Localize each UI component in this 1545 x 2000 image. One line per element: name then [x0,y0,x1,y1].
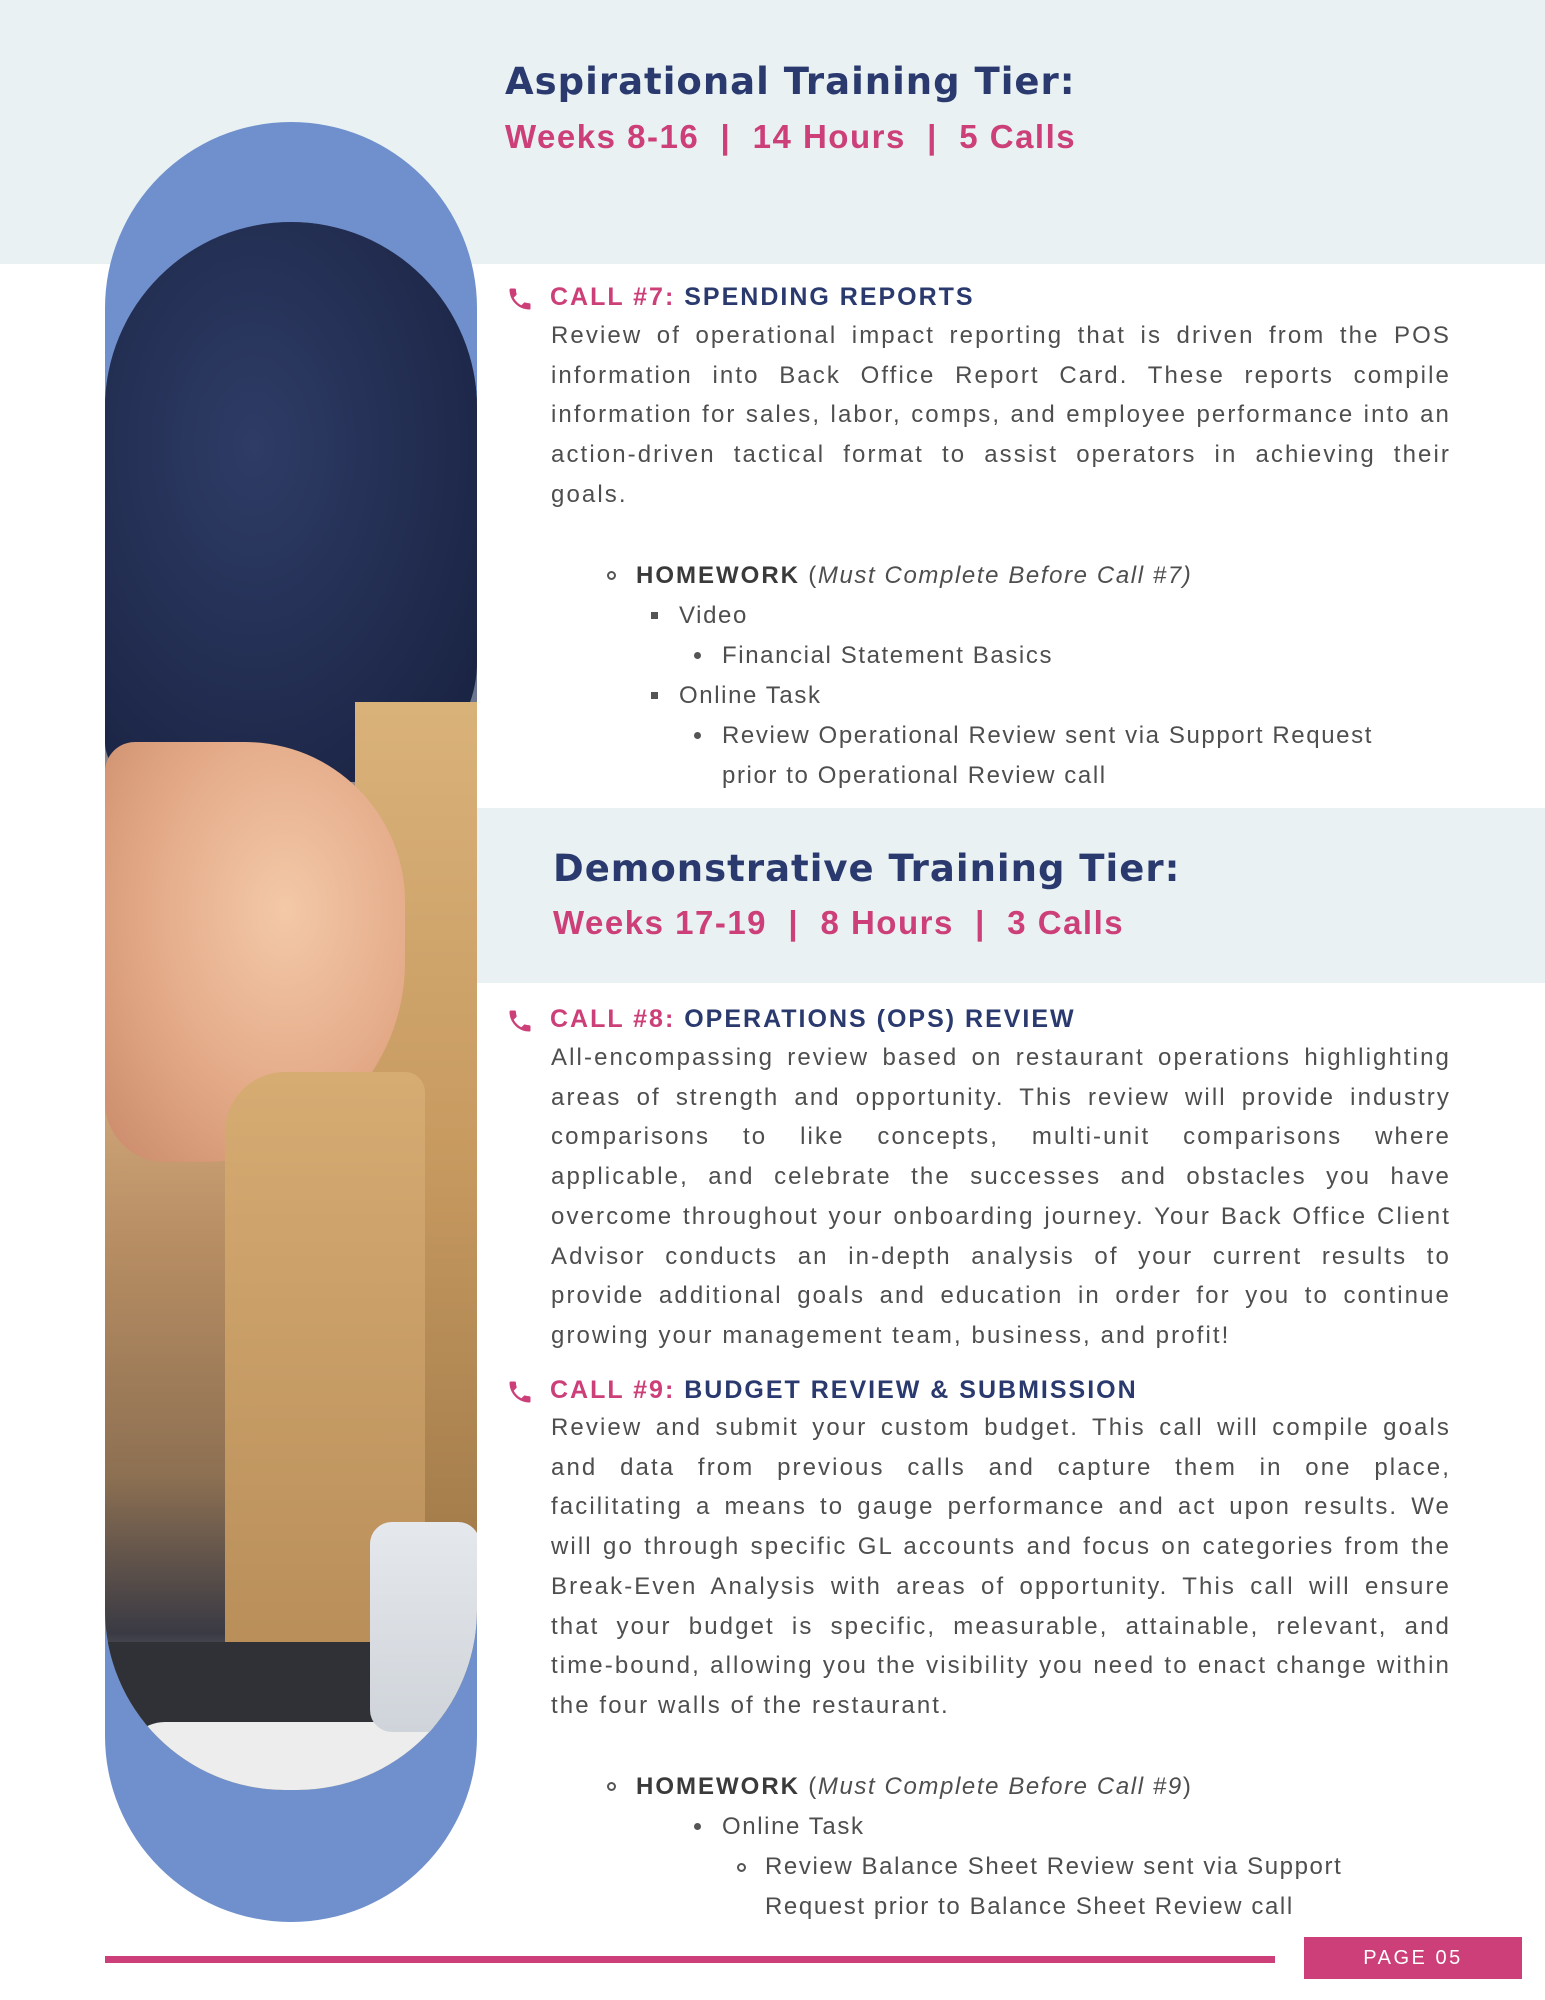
call-7-number: CALL #7: [550,283,676,311]
call-9-title: BUDGET REVIEW & SUBMISSION [684,1376,1138,1404]
call-9-number: CALL #9: [550,1376,676,1404]
paper [125,1722,455,1790]
homework-9-note: Must Complete Before Call #9 [817,1773,1183,1800]
bullet-dot [694,652,701,659]
call-8-number: CALL #8: [550,1005,676,1033]
page-number-badge: PAGE 05 [1304,1937,1522,1979]
bullet-square [651,612,658,619]
homework-9-task-detail-cont: Request prior to Balance Sheet Review call [765,1893,1294,1920]
phone-icon [506,1007,534,1035]
aspirational-tier-subtitle: Weeks 8-16 | 14 Hours | 5 Calls [505,118,1077,155]
bullet-circle [607,571,616,580]
demonstrative-tier-title: Demonstrative Training Tier: [553,847,1181,890]
homework-7-label: HOMEWORK [636,562,800,589]
homework-9-close: ) [1182,1773,1193,1800]
homework-9-label: HOMEWORK [636,1773,800,1800]
homework-9-task-detail: Review Balance Sheet Review sent via Support [765,1853,1343,1880]
homework-9-item [636,1767,1192,1807]
call-8-title: OPERATIONS (OPS) REVIEW [684,1005,1076,1033]
demonstrative-band [470,808,1545,983]
aspirational-tier-title: Aspirational Training Tier: [505,60,1076,103]
homework-7-note: Must Complete Before Call #7) [817,562,1193,589]
phone [370,1522,477,1732]
homework-9-open: ( [808,1773,818,1800]
call-8-description: All-encompassing review based on restaurant operations highlighting areas of strength and opportunity. This review will provide industry comparisons to like concepts, multi-unit comparisons where applicable, and celebrate the successes and obstacles you have overcome throughout your onboarding journey. Your Back Office Client Advisor conducts an in-depth analysis of your current results to provide additional goals and education in order for you to continue growing your management team, business, and profit! [551,1044,1451,1349]
bullet-circle [607,1782,616,1791]
phone-icon [506,285,534,313]
homework-9-online-task: Online Task [722,1813,865,1840]
phone-icon [506,1378,534,1406]
footer-rule [105,1956,1275,1963]
bullet-square [651,692,658,699]
homework-7-online-task: Online Task [679,682,822,709]
bullet-circle [737,1863,746,1872]
homework-7-open: ( [808,562,818,589]
bullet-dot [694,1823,701,1830]
homework-7-task-detail-cont: prior to Operational Review call [722,762,1107,789]
woman-with-phone-photo [105,222,477,1790]
homework-7-video-detail: Financial Statement Basics [722,642,1054,669]
homework-7-task-detail: Review Operational Review sent via Support Request [722,722,1373,749]
homework-7-video: Video [679,602,748,629]
call-7-description: Review of operational impact reporting that is driven from the POS information into Back Office Report Card. These reports compile information for sales, labor, comps, and employee performance into an action-driven tactical format to assist operators in achieving their goals. [551,322,1451,508]
call-7-title: SPENDING REPORTS [684,283,975,311]
beanie [105,222,477,782]
demonstrative-tier-subtitle: Weeks 17-19 | 8 Hours | 3 Calls [553,904,1125,941]
homework-7-item [636,556,1192,596]
bullet-dot [694,732,701,739]
call-9-description: Review and submit your custom budget. This call will compile goals and data from previous calls and capture them in one place, facilitating a means to gauge performance and act upon results. We will go through specific GL accounts and focus on categories from the Break-Even Analysis with areas of opportunity. This call will ensure that your budget is specific, measurable, attainable, relevant, and time-bound, allowing you the visibility you need to enact change within the four walls of the restaurant. [551,1414,1451,1719]
